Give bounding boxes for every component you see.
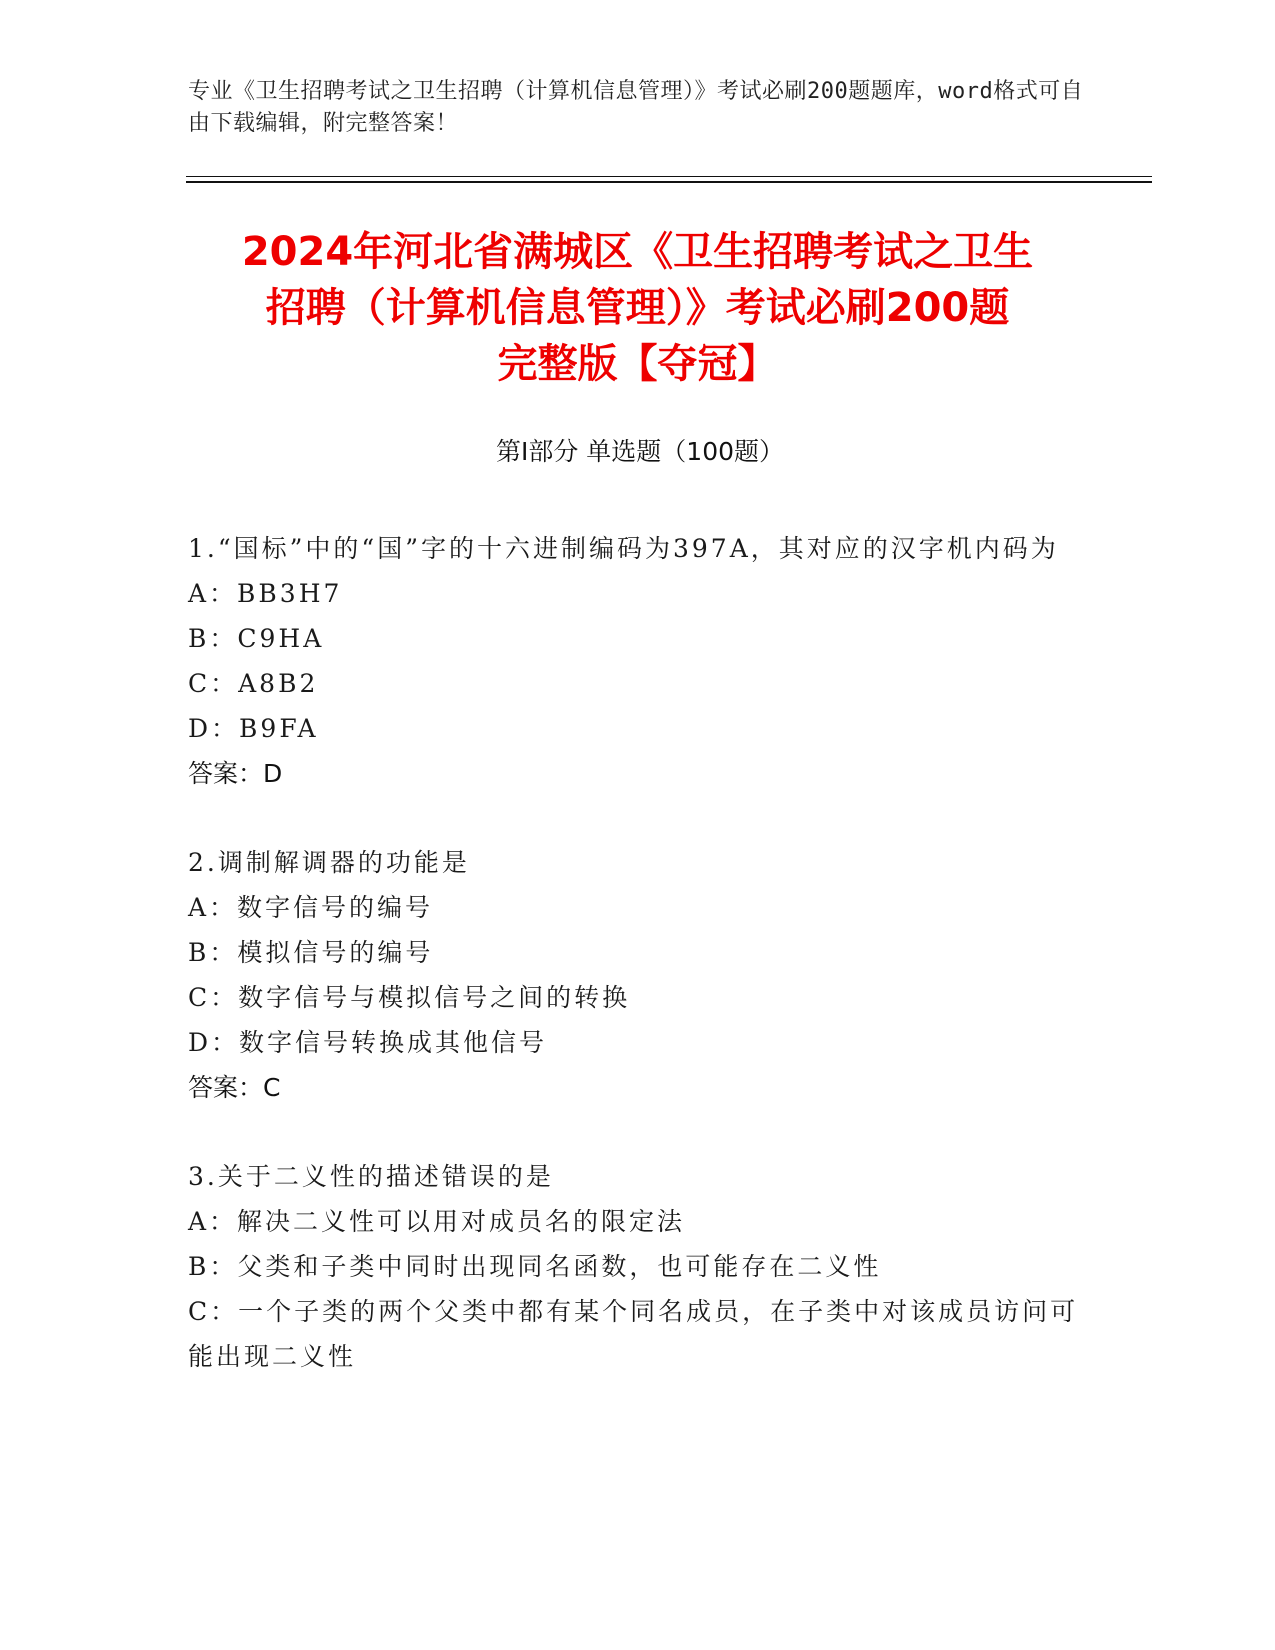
option-c: C：一个子类的两个父类中都有某个同名成员，在子类中对该成员访问可能出现二义性 xyxy=(188,1297,1079,1371)
header-divider-thin xyxy=(186,176,1152,177)
header-note: 专业《卫生招聘考试之卫生招聘（计算机信息管理）》考试必刷200题题库，word格式可自由下载编辑，附完整答案！ xyxy=(188,79,1084,136)
option-c: C：A8B2 xyxy=(188,669,319,698)
section-title: 第Ⅰ部分 单选题（100题） xyxy=(495,437,785,466)
question-stem: 3.关于二义性的描述错误的是 xyxy=(188,1162,554,1191)
option-b: B：父类和子类中同时出现同名函数，也可能存在二义性 xyxy=(188,1252,882,1281)
option-b: B：模拟信号的编号 xyxy=(188,938,434,967)
title-line-2: 招聘（计算机信息管理）》考试必刷200题 xyxy=(265,285,1010,331)
option-a: A：BB3H7 xyxy=(188,579,343,608)
question-3 xyxy=(188,1154,1088,1379)
question-stem: 1.“国标”中的“国”字的十六进制编码为397A，其对应的汉字机内码为 xyxy=(188,534,1059,563)
option-a: A：数字信号的编号 xyxy=(188,893,434,922)
option-a: A：解决二义性可以用对成员名的限定法 xyxy=(188,1207,686,1236)
option-d: D：数字信号转换成其他信号 xyxy=(188,1028,548,1057)
title-line-1: 2024年河北省满城区《卫生招聘考试之卫生 xyxy=(241,229,1034,275)
title-line-3: 完整版【夺冠】 xyxy=(497,341,778,387)
question-list xyxy=(188,526,1088,1423)
answer: 答案：C xyxy=(188,1073,281,1102)
option-d: D：B9FA xyxy=(188,714,319,743)
header-divider-thick xyxy=(186,181,1152,183)
answer: 答案：D xyxy=(188,759,283,788)
option-c: C：数字信号与模拟信号之间的转换 xyxy=(188,983,631,1012)
question-stem: 2.调制解调器的功能是 xyxy=(188,848,470,877)
document-title xyxy=(170,224,1105,392)
question-1 xyxy=(188,526,1088,796)
option-b: B：C9HA xyxy=(188,624,325,653)
question-2 xyxy=(188,840,1088,1110)
